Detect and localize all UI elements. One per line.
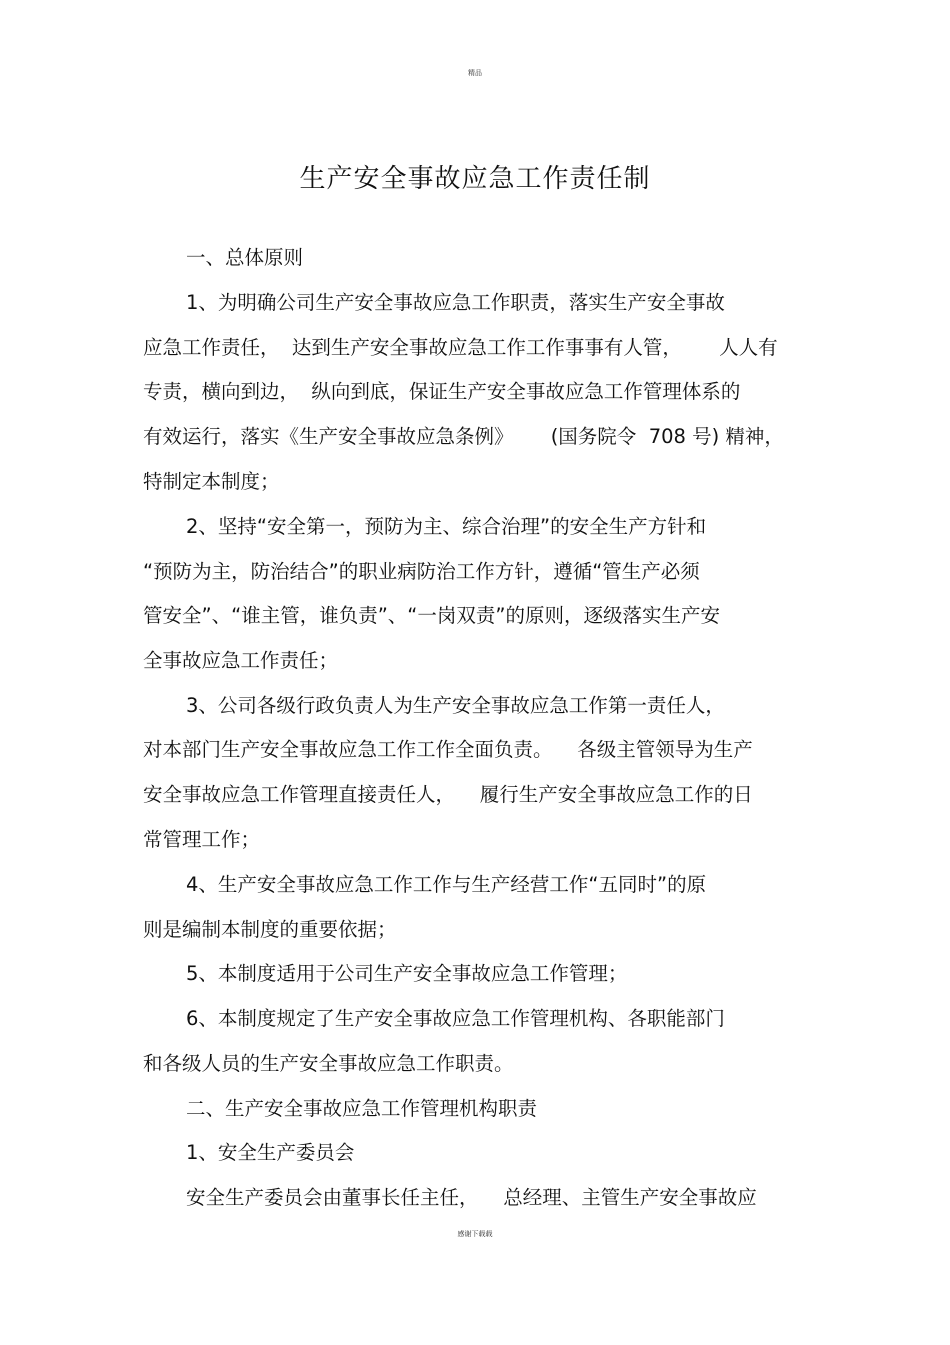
paragraph-line: 6、本制度规定了生产安全事故应急工作管理机构、各职能部门 (186, 1007, 725, 1030)
paragraph-line: 4、生产安全事故应急工作工作与生产经营工作“五同时”的原 (186, 873, 707, 896)
subsection-heading: 1、安全生产委员会 (186, 1141, 355, 1164)
paragraph-line: 特制定本制度； (143, 470, 280, 493)
paragraph-line: 管安全”、“谁主管，谁负责”、“一岗双责”的原则，逐级落实生产安 (143, 604, 721, 627)
paragraph-line: 则是编制本制度的重要依据； (143, 918, 397, 941)
paragraph-line: 应急工作责任， 达到生产安全事故应急工作工作事事有人管， 人人有 (143, 336, 778, 359)
paragraph-line: 2、坚持“安全第一，预防为主、综合治理”的安全生产方针和 (186, 515, 707, 538)
paragraph-line: 1、为明确公司生产安全事故应急工作职责，落实生产安全事故 (186, 291, 725, 314)
paragraph-line: “预防为主，防治结合”的职业病防治工作方针，遵循“管生产必须 (143, 560, 700, 583)
section-heading: 二、生产安全事故应急工作管理机构职责 (186, 1097, 538, 1120)
paragraph-line: 安全生产委员会由董事长任主任， 总经理、主管生产安全事故应 (186, 1186, 757, 1209)
paragraph-line: 专责，横向到边， 纵向到底，保证生产安全事故应急工作管理体系的 (143, 380, 741, 403)
paragraph-line: 常管理工作； (143, 828, 261, 851)
section-heading: 一、总体原则 (186, 246, 304, 269)
paragraph-line: 安全事故应急工作管理直接责任人， 履行生产安全事故应急工作的日 (143, 783, 753, 806)
header-watermark: 精品 (468, 69, 482, 77)
paragraph-line: 和各级人员的生产安全事故应急工作职责。 (143, 1052, 514, 1075)
paragraph-line: 有效运行，落实《生产安全事故应急条例》 (国务院令 708 号) 精神， (143, 425, 784, 448)
document-title: 生产安全事故应急工作责任制 (299, 164, 651, 194)
footer-watermark: 感谢下载载 (457, 1230, 493, 1238)
paragraph-line: 全事故应急工作责任； (143, 649, 339, 672)
paragraph-line: 5、本制度适用于公司生产安全事故应急工作管理； (186, 962, 628, 985)
paragraph-line: 3、公司各级行政负责人为生产安全事故应急工作第一责任人， (186, 694, 725, 717)
paragraph-line: 对本部门生产安全事故应急工作工作全面负责。 各级主管领导为生产 (143, 738, 753, 761)
